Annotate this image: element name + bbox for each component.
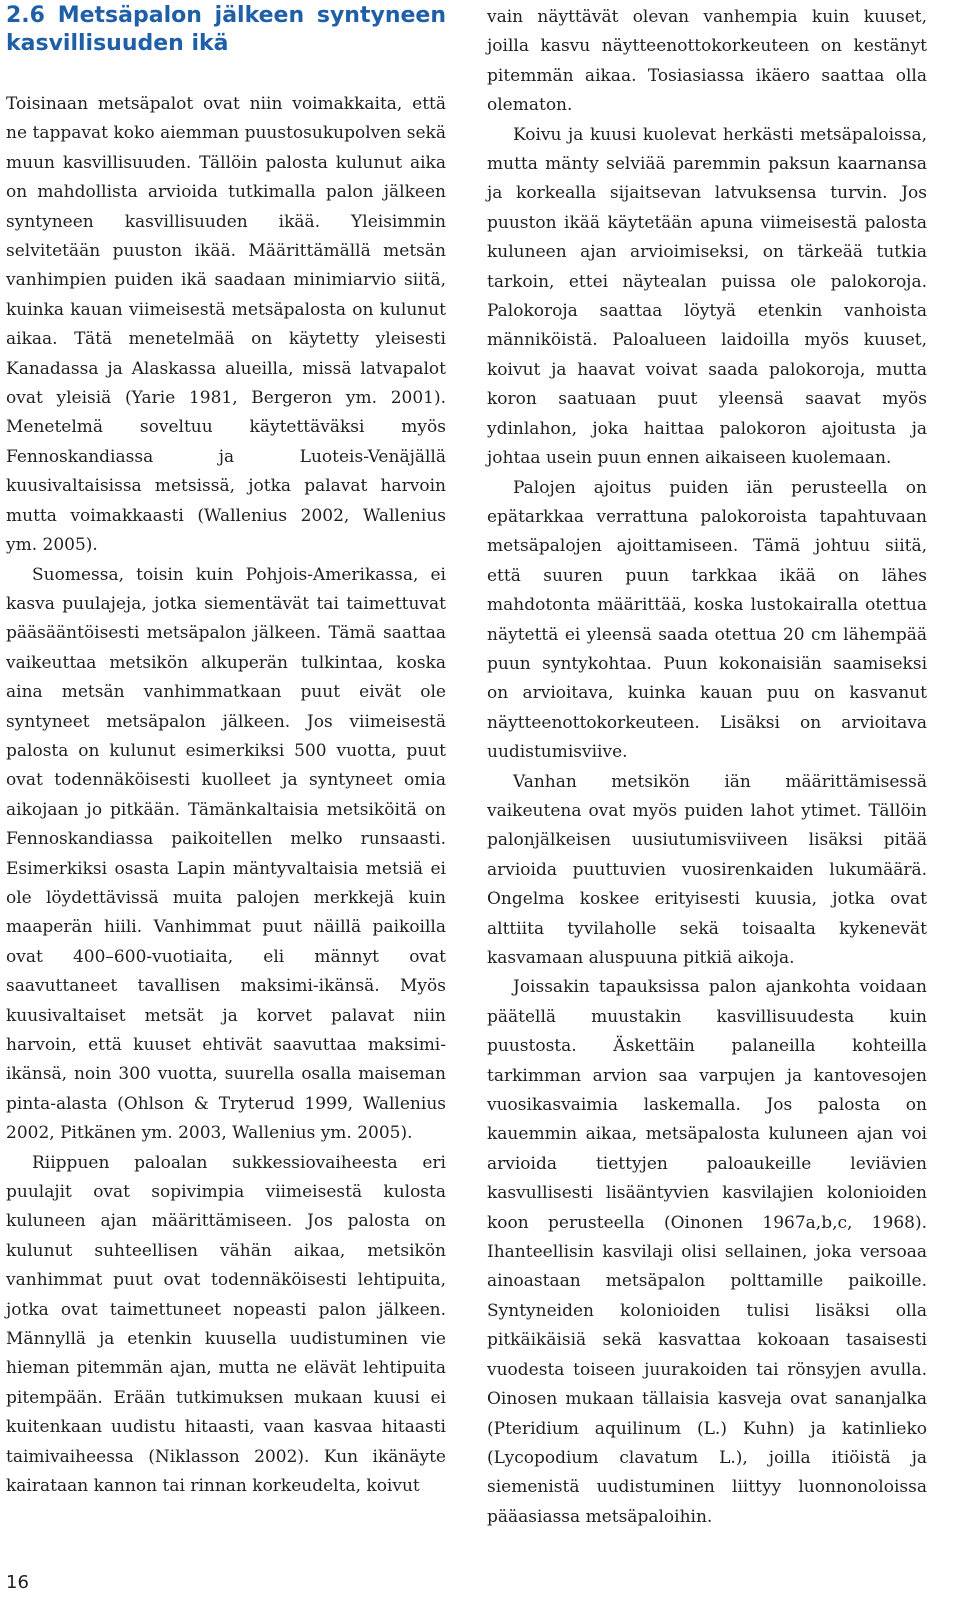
paragraph: vain näyttävät olevan vanhempia kuin kuuset, joilla kasvu näytteenottokorkeuteen on kestänyt pitemmän aikaa. Tosiasiassa ikäero saattaa olla olematon. [487,7,927,116]
heading-spacer [6,58,446,90]
paragraph: Palojen ajoitus puiden iän perusteella on epätarkkaa verrattuna palokoroista tapahtuvaan metsäpalojen ajoittamiseen. Tämä johtuu siitä, että suuren puun tarkkaa ikää on lähes mahdotonta määrittää, koska lustokairalla otettua näytettä ei yleensä saada otettua 20 cm lähempää puun syntykohtaa. Puun kokonaisiän saamiseksi on arvioitava, kuinka kauan puu on kasvanut näytteenottokorkeuteen. Lisäksi on arvioitava uudistumisviive. [487,477,927,763]
section-heading: 2.6 Metsäpalon jälkeen syntyneen kasvillisuuden ikä [6,3,446,56]
left-column [6,0,446,1502]
paragraph: Toisinaan metsäpalot ovat niin voimakkaita, että ne tappavat koko aiemman puustosukupolven sekä muun kasvillisuuden. Tällöin palosta kulunut aika on mahdollista arvioida tutkimalla palon jälkeen syntyneen kasvillisuuden ikää. Yleisimmin selvitetään puuston ikää. Määrittämällä metsän vanhimpien puiden ikä saadaan minimiarvio siitä, kuinka kauan viimeisestä metsäpalosta on kulunut aikaa. Tätä menetelmää on käytetty yleisesti Kanadassa ja Alaskassa alueilla, missä latvapalot ovat yleisiä (Yarie 1981, Bergeron ym. 2001). Menetelmä soveltuu käytettäväksi myös Fennoskandiassa ja Luoteis-Venäjällä kuusivaltaisissa metsissä, jotka palavat harvoin mutta voimakkaasti (Wallenius 2002, Wallenius ym. 2005). [6,94,446,556]
paragraph: Koivu ja kuusi kuolevat herkästi metsäpaloissa, mutta mänty selviää paremmin paksun kaarnansa ja korkealla sijaitsevan latvuksensa turvin. Jos puuston ikää käytetään apuna viimeisestä palosta kuluneen ajan arvioimiseksi, on tärkeää tutkia tarkoin, ettei näytealan puissa ole palokoroja. Palokoroja saattaa löytyä etenkin vanhoista männiköistä. Paloalueen laidoilla myös kuuset, koivut ja haavat voivat saada palokoroja, mutta koron saatuaan puut yleensä saavat myös ydinlahon, joka haittaa palokoron ajoitusta ja johtaa usein puun ennen aikaiseen kuolemaan. [487,124,927,469]
paragraph: Joissakin tapauksissa palon ajankohta voidaan päätellä muustakin kasvillisuudesta kuin puustosta. Äskettäin palaneilla kohteilla tarkimman arvion saa varpujen ja kantovesojen vuosikasvaimia laskemalla. Jos palosta on kauemmin aikaa, metsäpalosta kuluneen ajan voi arvioida tiettyjen paloaukeille leviävien kasvullisesti lisääntyvien kasvilajien kolonioiden koon perusteella (Oinonen 1967a,b,c, 1968). Ihanteellisin kasvilaji olisi sellainen, joka versoaa ainoastaan metsäpalon polttamille paikoille. Syntyneiden kolonioiden tulisi lisäksi olla pitkäikäisiä sekä kasvattaa kokoaan tasaisesti vuodesta toiseen juurakoiden tai rönsyjen avulla. Oinosen mukaan tällaisia kasveja ovat sananjalka (Pteridium aquilinum (L.) Kuhn) ja katinlieko (Lycopodium clavatum L.), joilla itiöistä ja siemenistä uudistuminen liittyy luonnonoloissa pääasiassa metsäpaloihin. [487,977,927,1527]
page-number: 16 [6,1572,29,1593]
right-column [487,0,927,1532]
paragraph: Riippuen paloalan sukkessiovaiheesta eri puulajit ovat sopivimpia viimeisestä kulosta kuluneen ajan määrittämiseen. Jos palosta on kulunut suhteellisen vähän aikaa, metsikön vanhimmat puut ovat todennäköisesti lehtipuita, jotka ovat taimettuneet nopeasti palon jälkeen. Männyllä ja etenkin kuusella uudistuminen vie hieman pitemmän ajan, mutta ne elävät lehtipuita pitempään. Erään tutkimuksen mukaan kuusi ei kuitenkaan uudistu hitaasti, vaan kasvaa hitaasti taimivaiheessa (Niklasson 2002). Kun ikänäyte kairataan kannon tai rinnan korkeudelta, koivut [6,1152,446,1497]
paragraph: Suomessa, toisin kuin Pohjois-Amerikassa, ei kasva puulajeja, jotka siementävät tai taimettuvat pääsääntöisesti metsäpalon jälkeen. Tämä saattaa vaikeuttaa metsikön alkuperän tulkintaa, koska aina metsän vanhimmatkaan puut eivät ole syntyneet metsäpalon jälkeen. Jos viimeisestä palosta on kulunut esimerkiksi 500 vuotta, puut ovat todennäköisesti kuolleet ja syntyneet omia aikojaan jo pitkään. Tämänkaltaisia metsiköitä on Fennoskandiassa paikoitellen melko runsaasti. Esimerkiksi osasta Lapin mäntyvaltaisia metsiä ei ole löydettävissä muita palojen merkkejä kuin maaperän hiili. Vanhimmat puut näillä paikoilla ovat 400–600-vuotiaita, eli männyt ovat saavuttaneet tavallisen maksimi-ikänsä. Myös kuusivaltaiset metsät ja korvet palavat niin harvoin, että kuuset ehtivät saavuttaa maksimi-ikänsä, noin 300 vuotta, suurella osalla maiseman pinta-alasta (Ohlson & Tryterud 1999, Wallenius 2002, Pitkänen ym. 2003, Wallenius ym. 2005). [6,564,446,1144]
paragraph: Vanhan metsikön iän määrittämisessä vaikeutena ovat myös puiden lahot ytimet. Tällöin palonjälkeisen uusiutumisviiveen lisäksi pitää arvioida puuttuvien vuosirenkaiden lukumäärä. Ongelma koskee erityisesti kuusia, jotka ovat alttiita tyvilaholle sekä toisaalta kykenevät kasvamaan aluspuuna pitkiä aikoja. [487,771,927,968]
